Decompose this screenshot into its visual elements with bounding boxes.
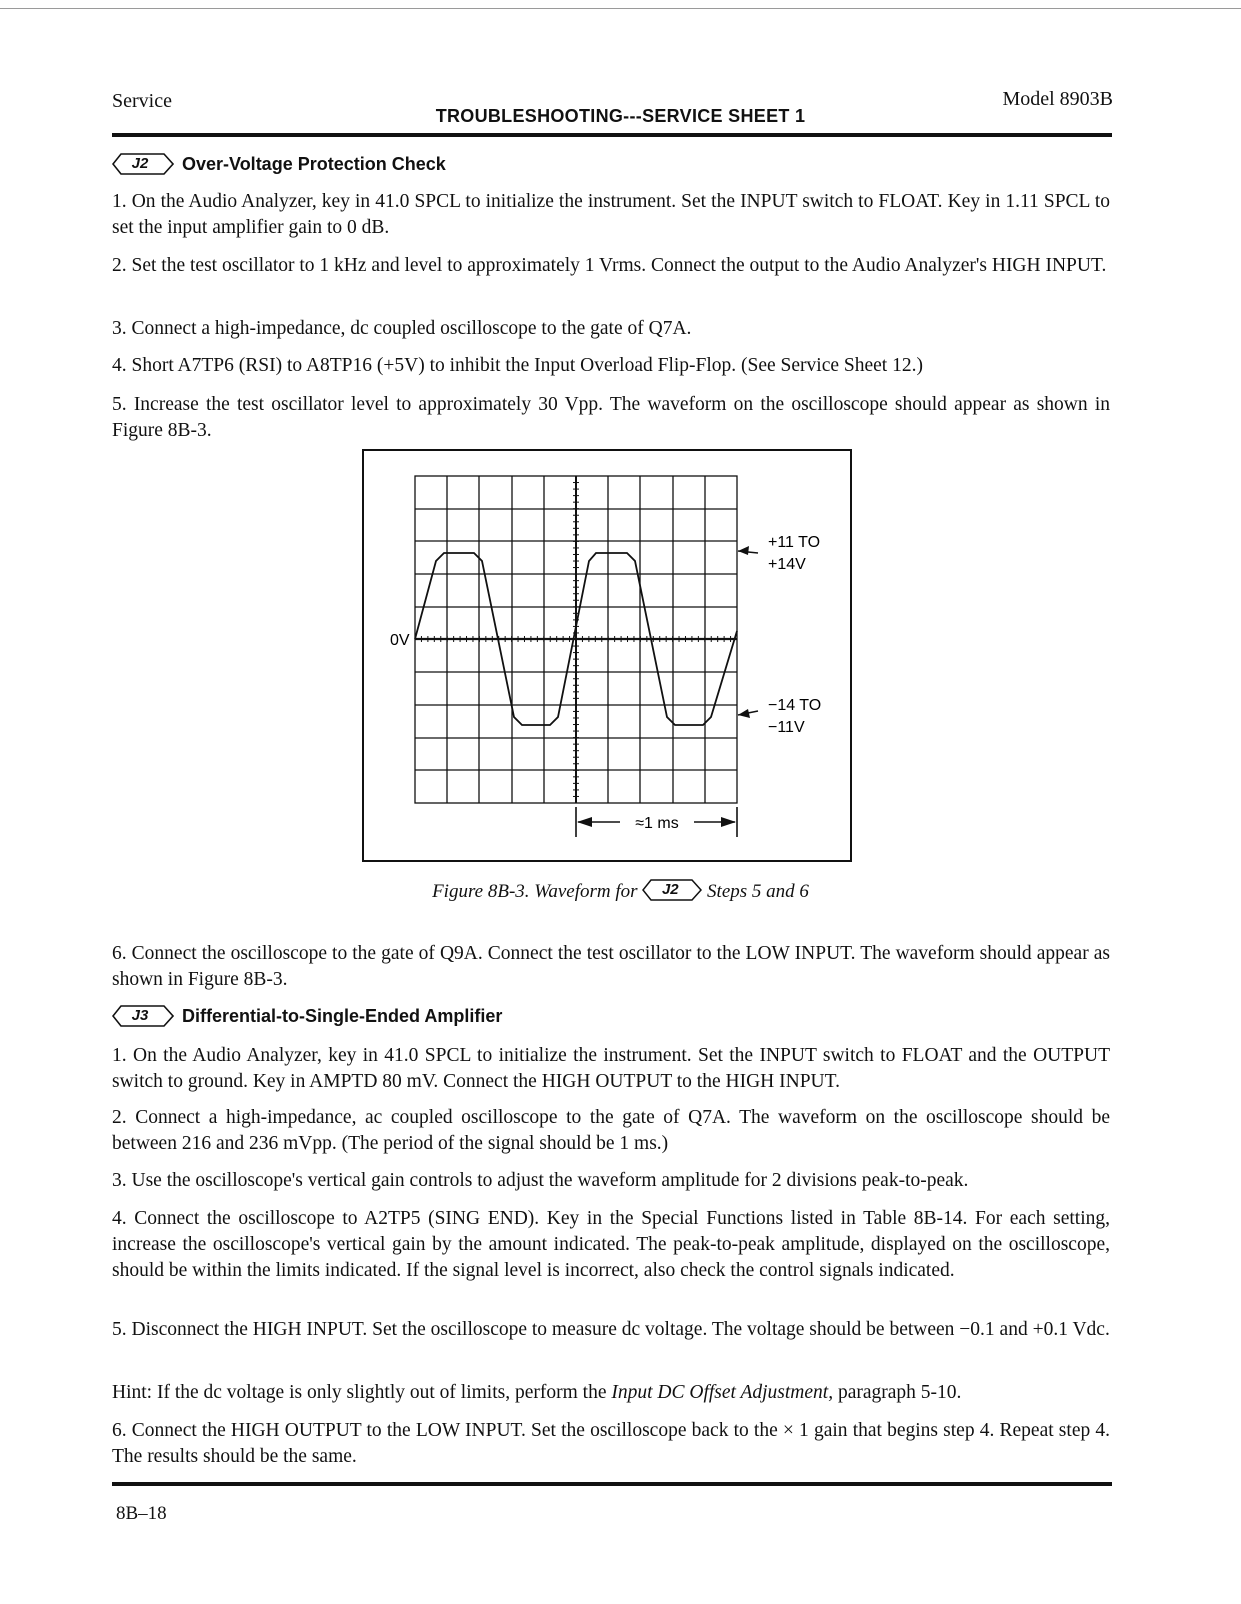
caption-badge-j2	[642, 879, 702, 901]
section-heading-j3	[112, 1005, 502, 1027]
step-6: 6. Connect the oscilloscope to the gate of Q9A. Connect the test oscillator to the LOW INPUT. The waveform should appear as shown in Figure 8B-3.	[112, 943, 1110, 990]
figure-caption	[0, 879, 1241, 903]
step-5: 5. Disconnect the HIGH INPUT. Set the oscilloscope to measure dc voltage. The voltage should be between −0.1 and +0.1 Vdc.	[112, 1319, 1110, 1340]
zero-volt-label: 0V	[390, 632, 410, 649]
step-3: 3. Use the oscilloscope's vertical gain controls to adjust the waveform amplitude for 2 divisions peak-to-peak.	[112, 1170, 969, 1191]
period-label: ≈1 ms	[635, 815, 679, 832]
header-rule	[112, 133, 1112, 137]
caption-text-post: Steps 5 and 6	[707, 881, 809, 902]
section-heading-j2	[112, 153, 446, 175]
step-6: 6. Connect the HIGH OUTPUT to the LOW INPUT. Set the oscilloscope back to the × 1 gain that begins step 4. Repeat step 4. The results should be the same.	[112, 1420, 1110, 1467]
badge-label: J2	[131, 155, 149, 172]
page-title: TROUBLESHOOTING---SERVICE SHEET 1	[435, 106, 806, 126]
step-4: 4. Connect the oscilloscope to A2TP5 (SING END). Key in the Special Functions listed in Table 8B-14. For each setting, increase the oscilloscope's vertical gain by the amount indicated. The peak-to-peak amplitude, displayed on the oscilloscope, should be within the limits indicated. If the signal level is incorrect, also check the control signals indicated.	[112, 1208, 1110, 1281]
section-title: Differential-to-Single-Ended Amplifier	[182, 1005, 503, 1026]
pos-limit-label-1: +11 TO	[768, 534, 821, 551]
neg-limit-label-2: −11V	[768, 719, 805, 736]
badge-label: J3	[131, 1007, 149, 1024]
pos-limit-label-2: +14V	[768, 556, 806, 573]
hint-text: Hint: If the dc voltage is only slightly out of limits, perform the	[112, 1382, 612, 1403]
header-section-label: Service	[112, 90, 172, 112]
footer-rule	[112, 1482, 1112, 1486]
step-1: 1. On the Audio Analyzer, key in 41.0 SPCL to initialize the instrument. Set the INPUT switch to FLOAT and the OUTPUT switch to ground. Key in AMPTD 80 mV. Connect the HIGH OUTPUT to the HIGH INPUT.	[112, 1045, 1110, 1092]
step-5: 5. Increase the test oscillator level to approximately 30 Vpp. The waveform on the oscilloscope should appear as shown in Figure 8B-3.	[112, 394, 1110, 441]
waveform-figure	[362, 449, 852, 862]
neg-level-arrow-icon	[738, 709, 758, 718]
step-3: 3. Connect a high-impedance, dc coupled oscilloscope to the gate of Q7A.	[112, 318, 692, 339]
hint-paragraph: paragraph 5-10.	[833, 1382, 962, 1403]
caption-text-pre: Figure 8B-3. Waveform for	[432, 881, 638, 902]
step-2: 2. Connect a high-impedance, ac coupled oscilloscope to the gate of Q7A. The waveform on the oscilloscope should be between 216 and 236 mVpp. (The period of the signal should be 1 ms.)	[112, 1107, 1110, 1154]
step-4: 4. Short A7TP6 (RSI) to A8TP16 (+5V) to inhibit the Input Overload Flip-Flop. (See Service Sheet 12.)	[112, 355, 923, 376]
pos-level-arrow-icon	[738, 546, 758, 555]
step-2: 2. Set the test oscillator to 1 kHz and level to approximately 1 Vrms. Connect the output to the Audio Analyzer's HIGH INPUT.	[112, 255, 1107, 276]
check-badge-j3	[112, 1005, 174, 1027]
neg-limit-label-1: −14 TO	[768, 697, 822, 714]
hint	[112, 1380, 1110, 1406]
check-badge-j2	[112, 153, 174, 175]
step-1: 1. On the Audio Analyzer, key in 41.0 SPCL to initialize the instrument. Set the INPUT switch to FLOAT. Key in 1.11 SPCL to set the input amplifier gain to 0 dB.	[112, 191, 1110, 238]
scan-top-line	[0, 8, 1241, 9]
hint-reference: Input DC Offset Adjustment,	[611, 1382, 834, 1403]
oscilloscope-waveform	[364, 451, 850, 860]
header-model-label: Model 8903B	[1002, 88, 1113, 110]
section-title: Over-Voltage Protection Check	[182, 153, 446, 174]
badge-label: J2	[661, 881, 679, 898]
page-number: 8B–18	[116, 1503, 167, 1524]
